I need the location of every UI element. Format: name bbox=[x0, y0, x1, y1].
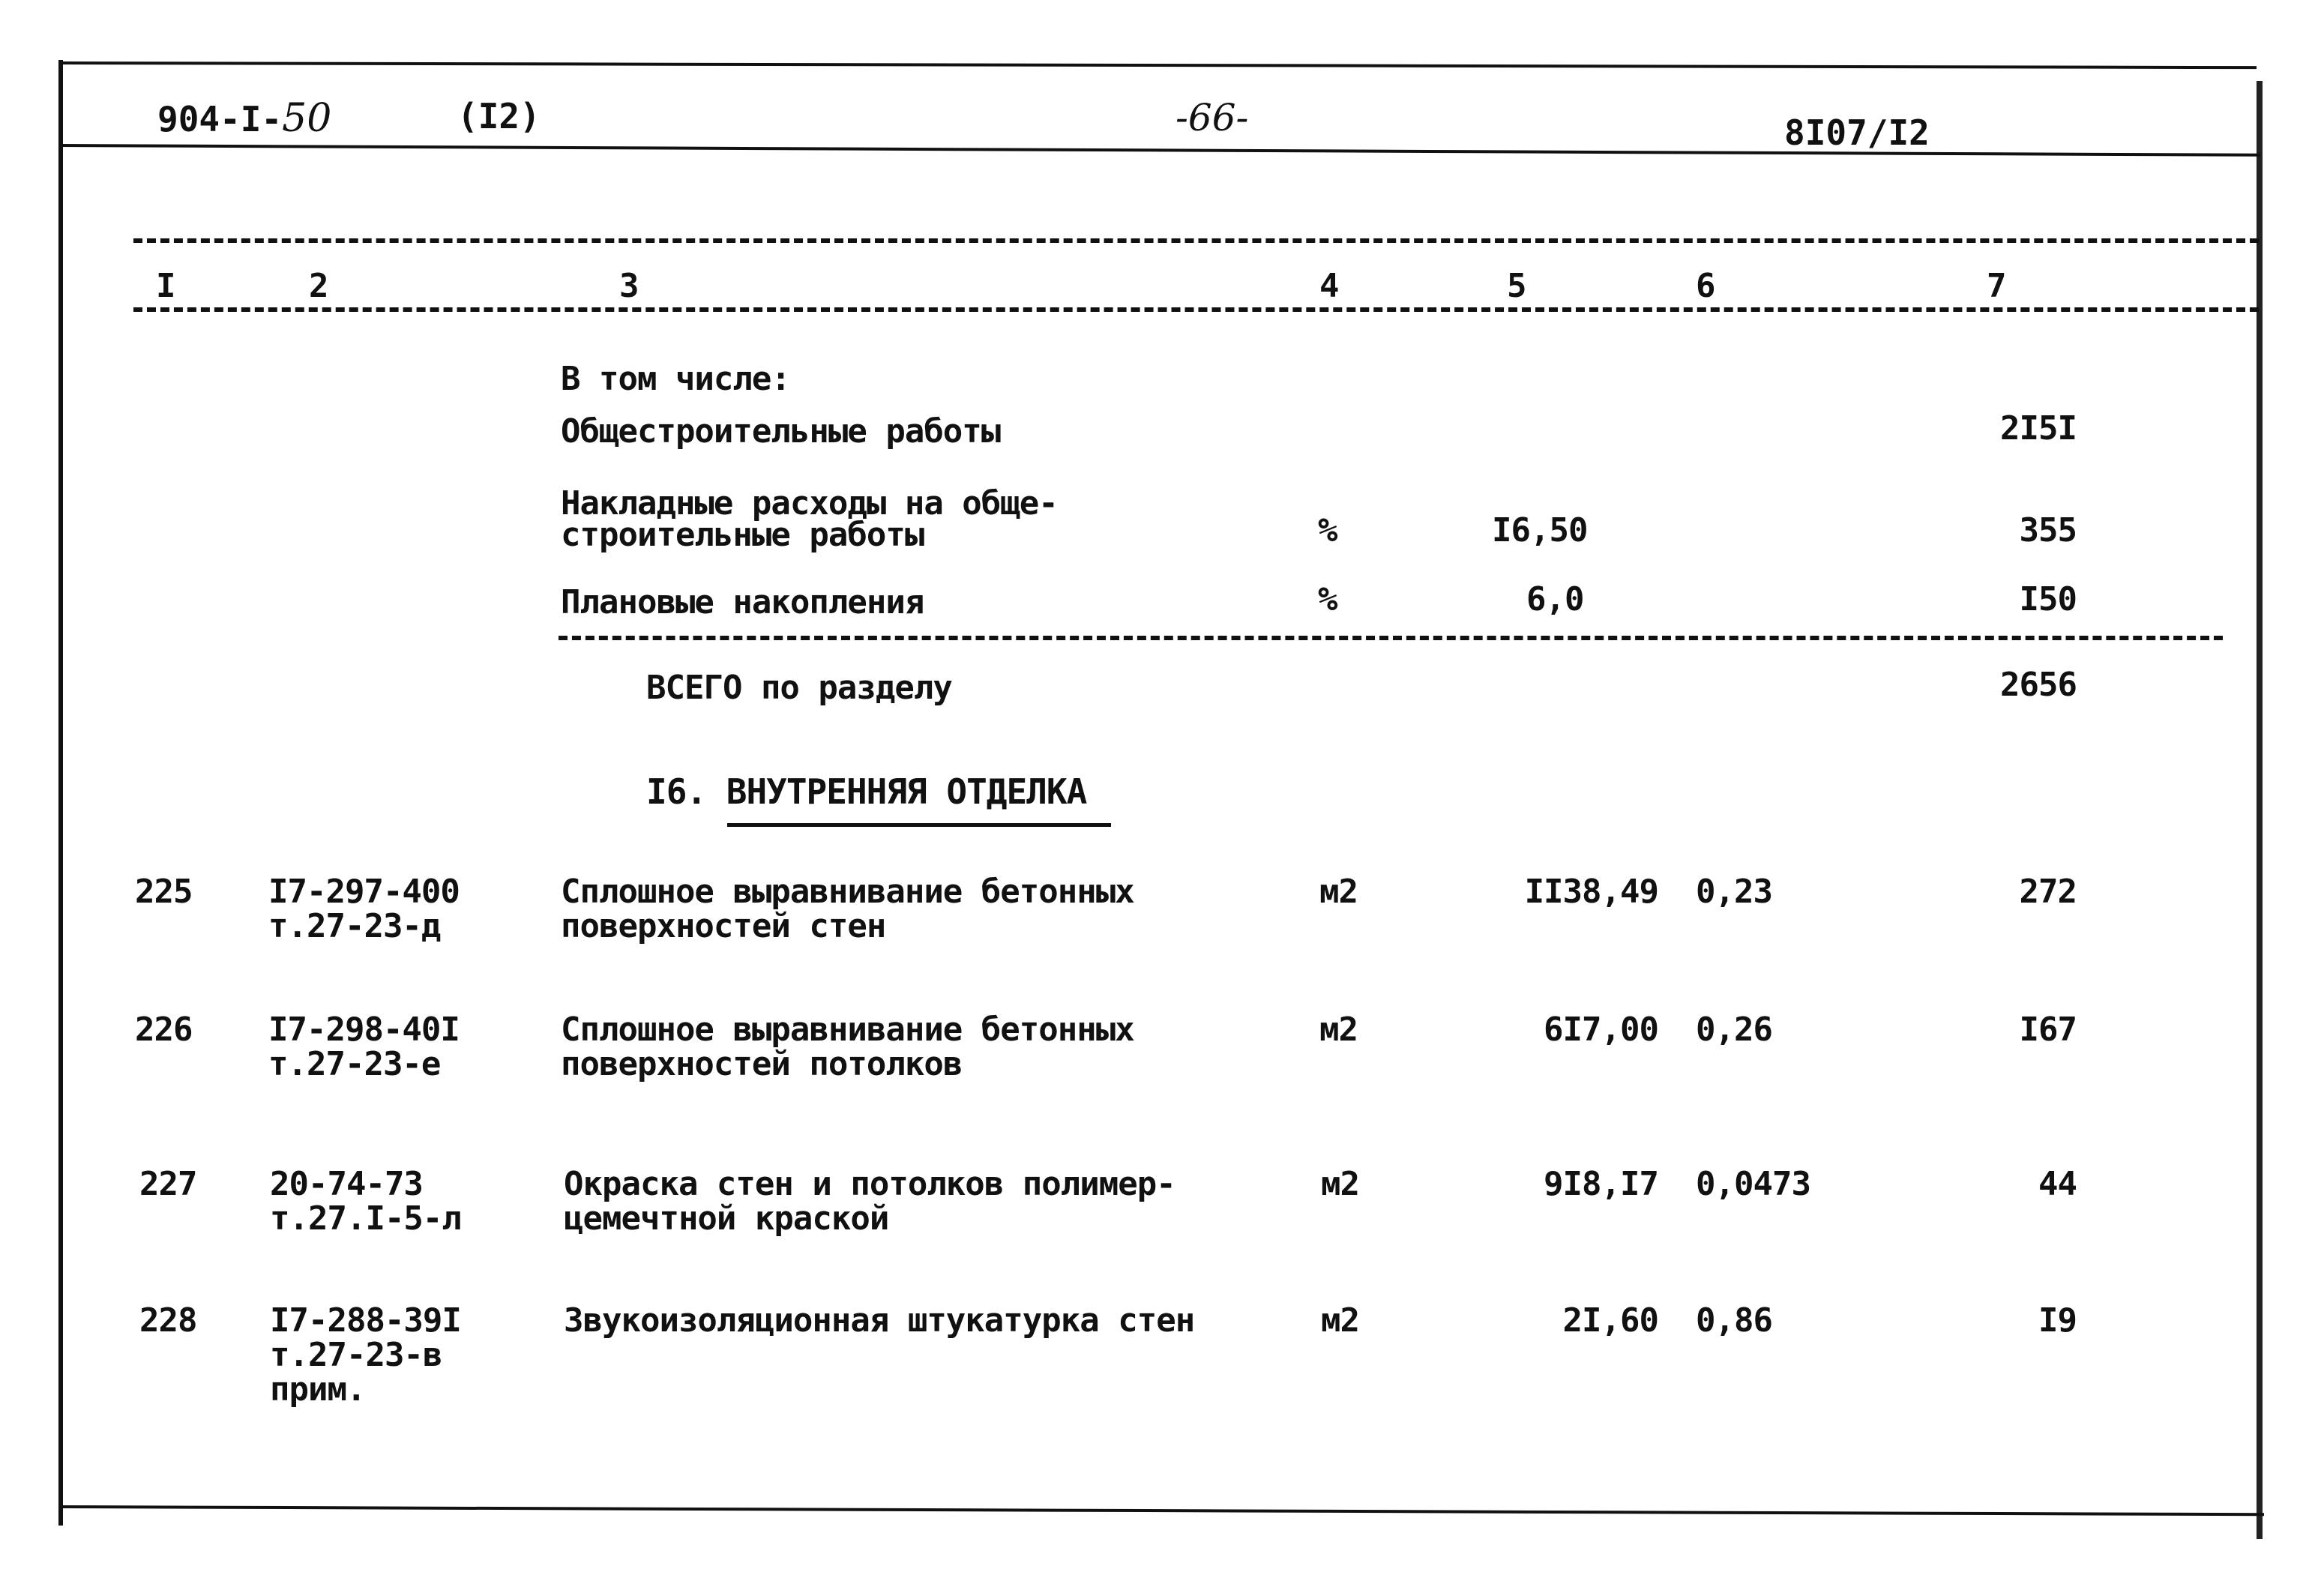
item-228-price: 0,86 bbox=[1696, 1301, 1772, 1340]
col-header-1: I bbox=[156, 267, 175, 305]
summary-intro: В том числе: bbox=[561, 360, 790, 398]
sheet-number: (I2) bbox=[457, 96, 541, 136]
item-227-number: 227 bbox=[139, 1165, 197, 1203]
summary-unit-overhead: % bbox=[1318, 511, 1337, 549]
summary-divider bbox=[559, 636, 2223, 640]
item-226-code-line1: I7-298-40I bbox=[268, 1011, 460, 1049]
header-rule bbox=[60, 144, 2260, 157]
grand-total-value: 2656 bbox=[2000, 666, 2077, 704]
item-228-quantity: 2I,60 bbox=[1562, 1301, 1658, 1340]
frame-left-border bbox=[58, 60, 63, 1526]
item-228-desc-line1: Звукоизоляционная штукатурка стен bbox=[564, 1301, 1195, 1340]
item-227-total: 44 bbox=[2038, 1165, 2077, 1203]
item-228-code-line2: т.27-23-в bbox=[270, 1336, 442, 1374]
summary-total-overhead: 355 bbox=[2019, 511, 2077, 549]
col-header-2: 2 bbox=[309, 267, 328, 305]
summary-total-planned-savings: I50 bbox=[2019, 580, 2077, 618]
summary-total-general-works: 2I5I bbox=[2000, 409, 2077, 448]
item-227-code-line1: 20-74-73 bbox=[270, 1165, 423, 1203]
item-226-unit: м2 bbox=[1319, 1011, 1358, 1049]
column-header-top-rule bbox=[133, 238, 2259, 243]
item-225-code-line2: т.27-23-д bbox=[268, 907, 441, 945]
item-227-price: 0,0473 bbox=[1696, 1165, 1810, 1203]
summary-rate-overhead: I6,50 bbox=[1492, 511, 1588, 549]
item-228-total: I9 bbox=[2038, 1301, 2077, 1340]
project-code: 8I07/I2 bbox=[1784, 112, 1930, 153]
summary-rate-planned-savings: 6,0 bbox=[1526, 580, 1584, 618]
section-title-underline bbox=[727, 823, 1111, 827]
grand-total-label: ВСЕГО по разделу bbox=[646, 669, 952, 707]
item-225-code-line1: I7-297-400 bbox=[268, 873, 460, 911]
item-225-desc-line2: поверхностей стен bbox=[561, 907, 886, 945]
item-226-total: I67 bbox=[2019, 1011, 2077, 1049]
summary-label-overhead-line1: Накладные расходы на обще- bbox=[561, 484, 1058, 523]
item-227-desc-line1: Окраска стен и потолков полимер- bbox=[564, 1165, 1175, 1203]
doc-code-printed: 904-I- bbox=[157, 99, 283, 139]
item-228-unit: м2 bbox=[1321, 1301, 1359, 1340]
item-225-desc-line1: Сплошное выравнивание бетонных bbox=[561, 873, 1134, 911]
col-header-7: 7 bbox=[1987, 267, 2006, 305]
item-226-quantity: 6I7,00 bbox=[1544, 1011, 1658, 1049]
item-227-quantity: 9I8,I7 bbox=[1544, 1165, 1658, 1203]
item-226-number: 226 bbox=[135, 1011, 193, 1049]
item-226-desc-line2: поверхностей потолков bbox=[561, 1045, 963, 1083]
summary-label-general-works: Общестроительные работы bbox=[561, 412, 1001, 451]
col-header-6: 6 bbox=[1696, 267, 1715, 305]
col-header-5: 5 bbox=[1507, 267, 1526, 305]
item-228-code-line1: I7-288-39I bbox=[270, 1301, 461, 1340]
item-226-price: 0,26 bbox=[1696, 1011, 1772, 1049]
col-header-4: 4 bbox=[1319, 267, 1339, 305]
doc-code-handwritten: 50 bbox=[282, 96, 332, 141]
item-226-desc-line1: Сплошное выравнивание бетонных bbox=[561, 1011, 1134, 1049]
item-228-code-line3: прим. bbox=[270, 1370, 366, 1409]
item-226-code-line2: т.27-23-е bbox=[268, 1045, 441, 1083]
item-227-code-line2: т.27.I-5-л bbox=[270, 1199, 461, 1238]
item-225-unit: м2 bbox=[1319, 873, 1358, 911]
item-225-quantity: II38,49 bbox=[1524, 873, 1658, 911]
frame-right-border bbox=[2257, 81, 2263, 1539]
column-header-bottom-rule bbox=[133, 307, 2259, 312]
item-227-unit: м2 bbox=[1321, 1165, 1359, 1203]
frame-top-border bbox=[60, 61, 2257, 69]
doc-code bbox=[157, 96, 331, 141]
item-225-number: 225 bbox=[135, 873, 193, 911]
summary-label-planned-savings: Плановые накопления bbox=[561, 583, 924, 621]
section-title: I6. ВНУТРЕННЯЯ ОТДЕЛКА bbox=[646, 771, 1087, 812]
item-228-number: 228 bbox=[139, 1301, 197, 1340]
page-number: -66- bbox=[1175, 96, 1249, 139]
item-227-desc-line2: цемечтной краской bbox=[564, 1199, 889, 1238]
summary-label-overhead-line2: строительные работы bbox=[561, 516, 924, 554]
col-header-3: 3 bbox=[619, 267, 639, 305]
frame-bottom-border bbox=[60, 1505, 2264, 1516]
summary-unit-planned-savings: % bbox=[1318, 580, 1337, 618]
item-225-total: 272 bbox=[2019, 873, 2077, 911]
item-225-price: 0,23 bbox=[1696, 873, 1772, 911]
